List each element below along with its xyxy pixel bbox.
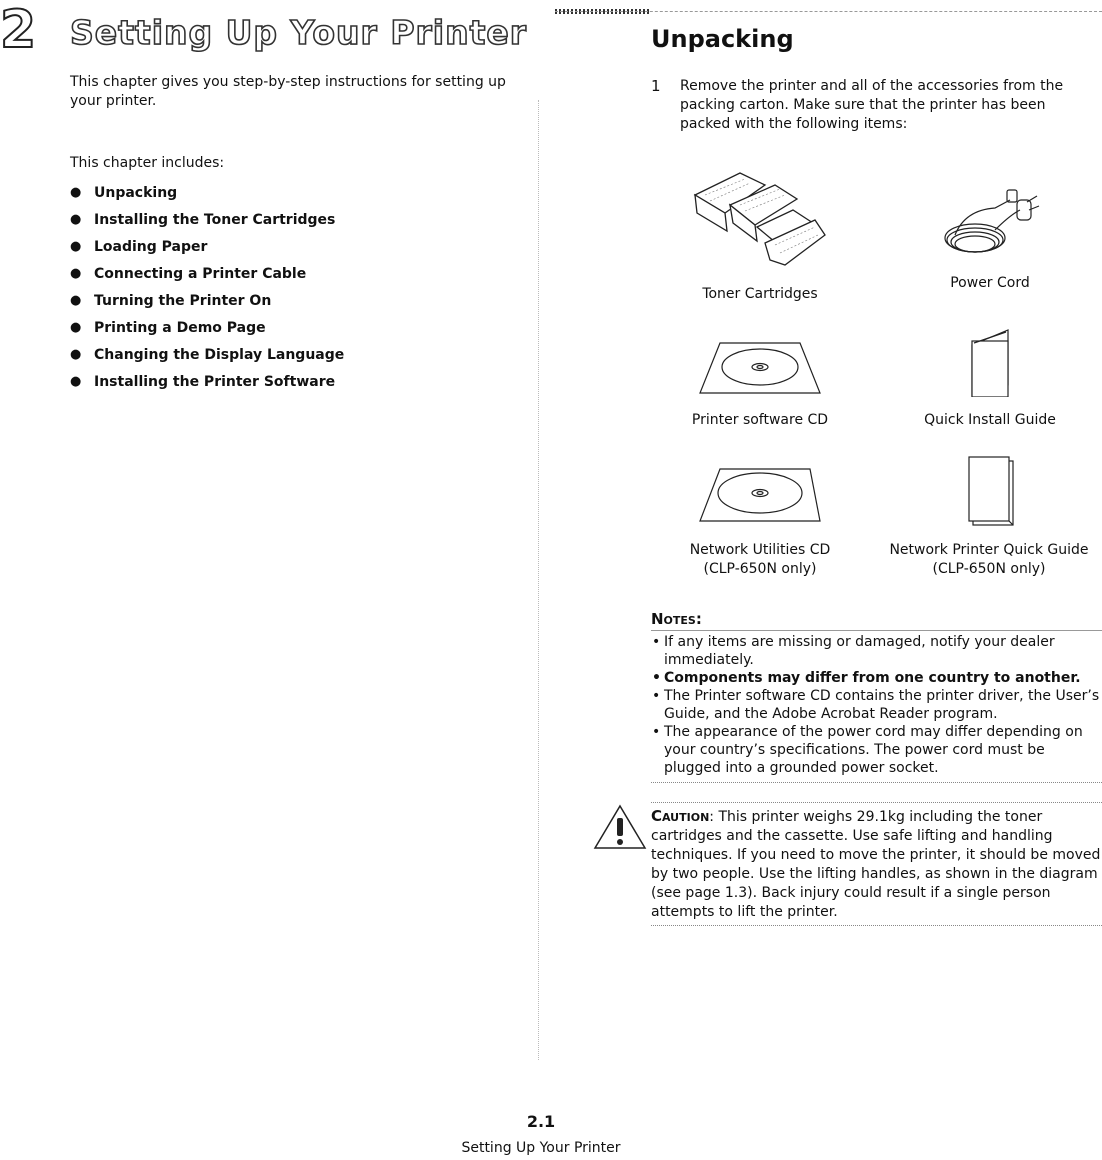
item-software-cd: [680, 325, 840, 430]
item-label: Quick Install Guide: [924, 412, 1056, 428]
item-label: Power Cord: [950, 275, 1030, 291]
section-title: Unpacking: [651, 25, 794, 53]
chapter-toc: [70, 179, 344, 395]
toc-item-label: Changing the Display Language: [94, 346, 345, 363]
caution-rule-bottom: [651, 925, 1102, 926]
toner-cartridges-icon: [685, 165, 835, 275]
item-network-guide: [880, 455, 1098, 579]
bullet-icon: ●: [70, 266, 82, 281]
note-item: • Components may differ from one country to another.: [651, 669, 1102, 687]
note-item: • If any items are missing or damaged, notify your dealer immediately.: [651, 633, 1102, 669]
item-quick-install-guide: [910, 325, 1070, 430]
bullet-icon: ●: [70, 212, 82, 227]
notes-heading: Notes:: [651, 610, 1102, 631]
cd-icon: [695, 455, 825, 527]
toc-item-unpacking[interactable]: [70, 179, 344, 206]
toc-item-label: Unpacking: [94, 184, 178, 201]
cd-icon: [695, 325, 825, 397]
step-text: Remove the printer and all of the accessories from the packing carton. Make sure that the printer has been packed with the following items:: [680, 78, 1064, 132]
chapter-intro: This chapter gives you step-by-step instructions for setting up your printer.: [70, 74, 506, 109]
toc-item-turning-on[interactable]: [70, 287, 344, 314]
toc-item-label: Printing a Demo Page: [94, 319, 266, 336]
toc-item-label: Connecting a Printer Cable: [94, 265, 307, 282]
guide-book-icon: [959, 455, 1019, 531]
note-item: • The Printer software CD contains the printer driver, the User’s Guide, and the Adobe Acrobat Reader program.: [651, 687, 1102, 723]
column-divider: [538, 100, 539, 1060]
notes-list: [651, 633, 1102, 777]
item-label: Toner Cartridges: [702, 286, 818, 302]
step-number: 1: [651, 77, 661, 95]
toc-item-demo-page[interactable]: [70, 314, 344, 341]
caution-warning-icon: [592, 802, 648, 856]
bullet-icon: ●: [70, 374, 82, 389]
caution-text: [651, 807, 1102, 922]
page-number: 2.1: [526, 1112, 556, 1131]
item-label: Printer software CD: [691, 412, 829, 428]
chapter-number: 2: [0, 0, 37, 60]
toc-item-connecting-cable[interactable]: [70, 260, 344, 287]
item-label: Network Printer Quick Guide: [889, 542, 1089, 558]
item-network-cd: [680, 455, 840, 579]
toc-item-printer-software[interactable]: [70, 368, 344, 395]
bullet-icon: ●: [70, 185, 82, 200]
toc-item-label: Installing the Printer Software: [94, 373, 336, 390]
footer-chapter-name: Setting Up Your Printer: [461, 1140, 621, 1156]
item-note: (CLP-650N only): [932, 561, 1046, 577]
bullet-icon: ●: [70, 293, 82, 308]
power-cord-icon: [935, 180, 1045, 270]
item-toner-cartridges: [680, 165, 840, 304]
caution-label: Caution: [651, 807, 710, 825]
notes-box: [651, 610, 1102, 777]
bullet-icon: ●: [70, 239, 82, 254]
item-label: Network Utilities CD: [689, 542, 831, 558]
bullet-icon: ●: [70, 320, 82, 335]
toc-item-label: Turning the Printer On: [94, 292, 272, 309]
chapter-title: Setting Up Your Printer: [70, 13, 528, 52]
toc-item-display-language[interactable]: [70, 341, 344, 368]
caution-body: : This printer weighs 29.1kg including the toner cartridges and the cassette. Use safe lifting and handling techniques. If you need to move the printer, it should be moved by two people. Use the lifting handles, as shown in the diagram (see page 1.3). Back injury could result if a single person attempts to lift the printer.: [651, 809, 1101, 920]
guide-booklet-icon: [960, 325, 1020, 397]
toc-item-label: Loading Paper: [94, 238, 208, 255]
toc-item-installing-toner[interactable]: [70, 206, 344, 233]
toc-item-label: Installing the Toner Cartridges: [94, 211, 336, 228]
item-power-cord: [910, 180, 1070, 293]
header-rule: [555, 11, 1102, 12]
toc-item-loading-paper[interactable]: [70, 233, 344, 260]
bullet-icon: ●: [70, 347, 82, 362]
note-item: • The appearance of the power cord may differ depending on your country’s specifications. The power cord must be plugged into a grounded power socket.: [651, 723, 1102, 777]
caution-rule-top: [651, 802, 1102, 803]
notes-rule: [651, 782, 1102, 783]
item-note: (CLP-650N only): [703, 561, 817, 577]
includes-label: This chapter includes:: [70, 155, 225, 171]
